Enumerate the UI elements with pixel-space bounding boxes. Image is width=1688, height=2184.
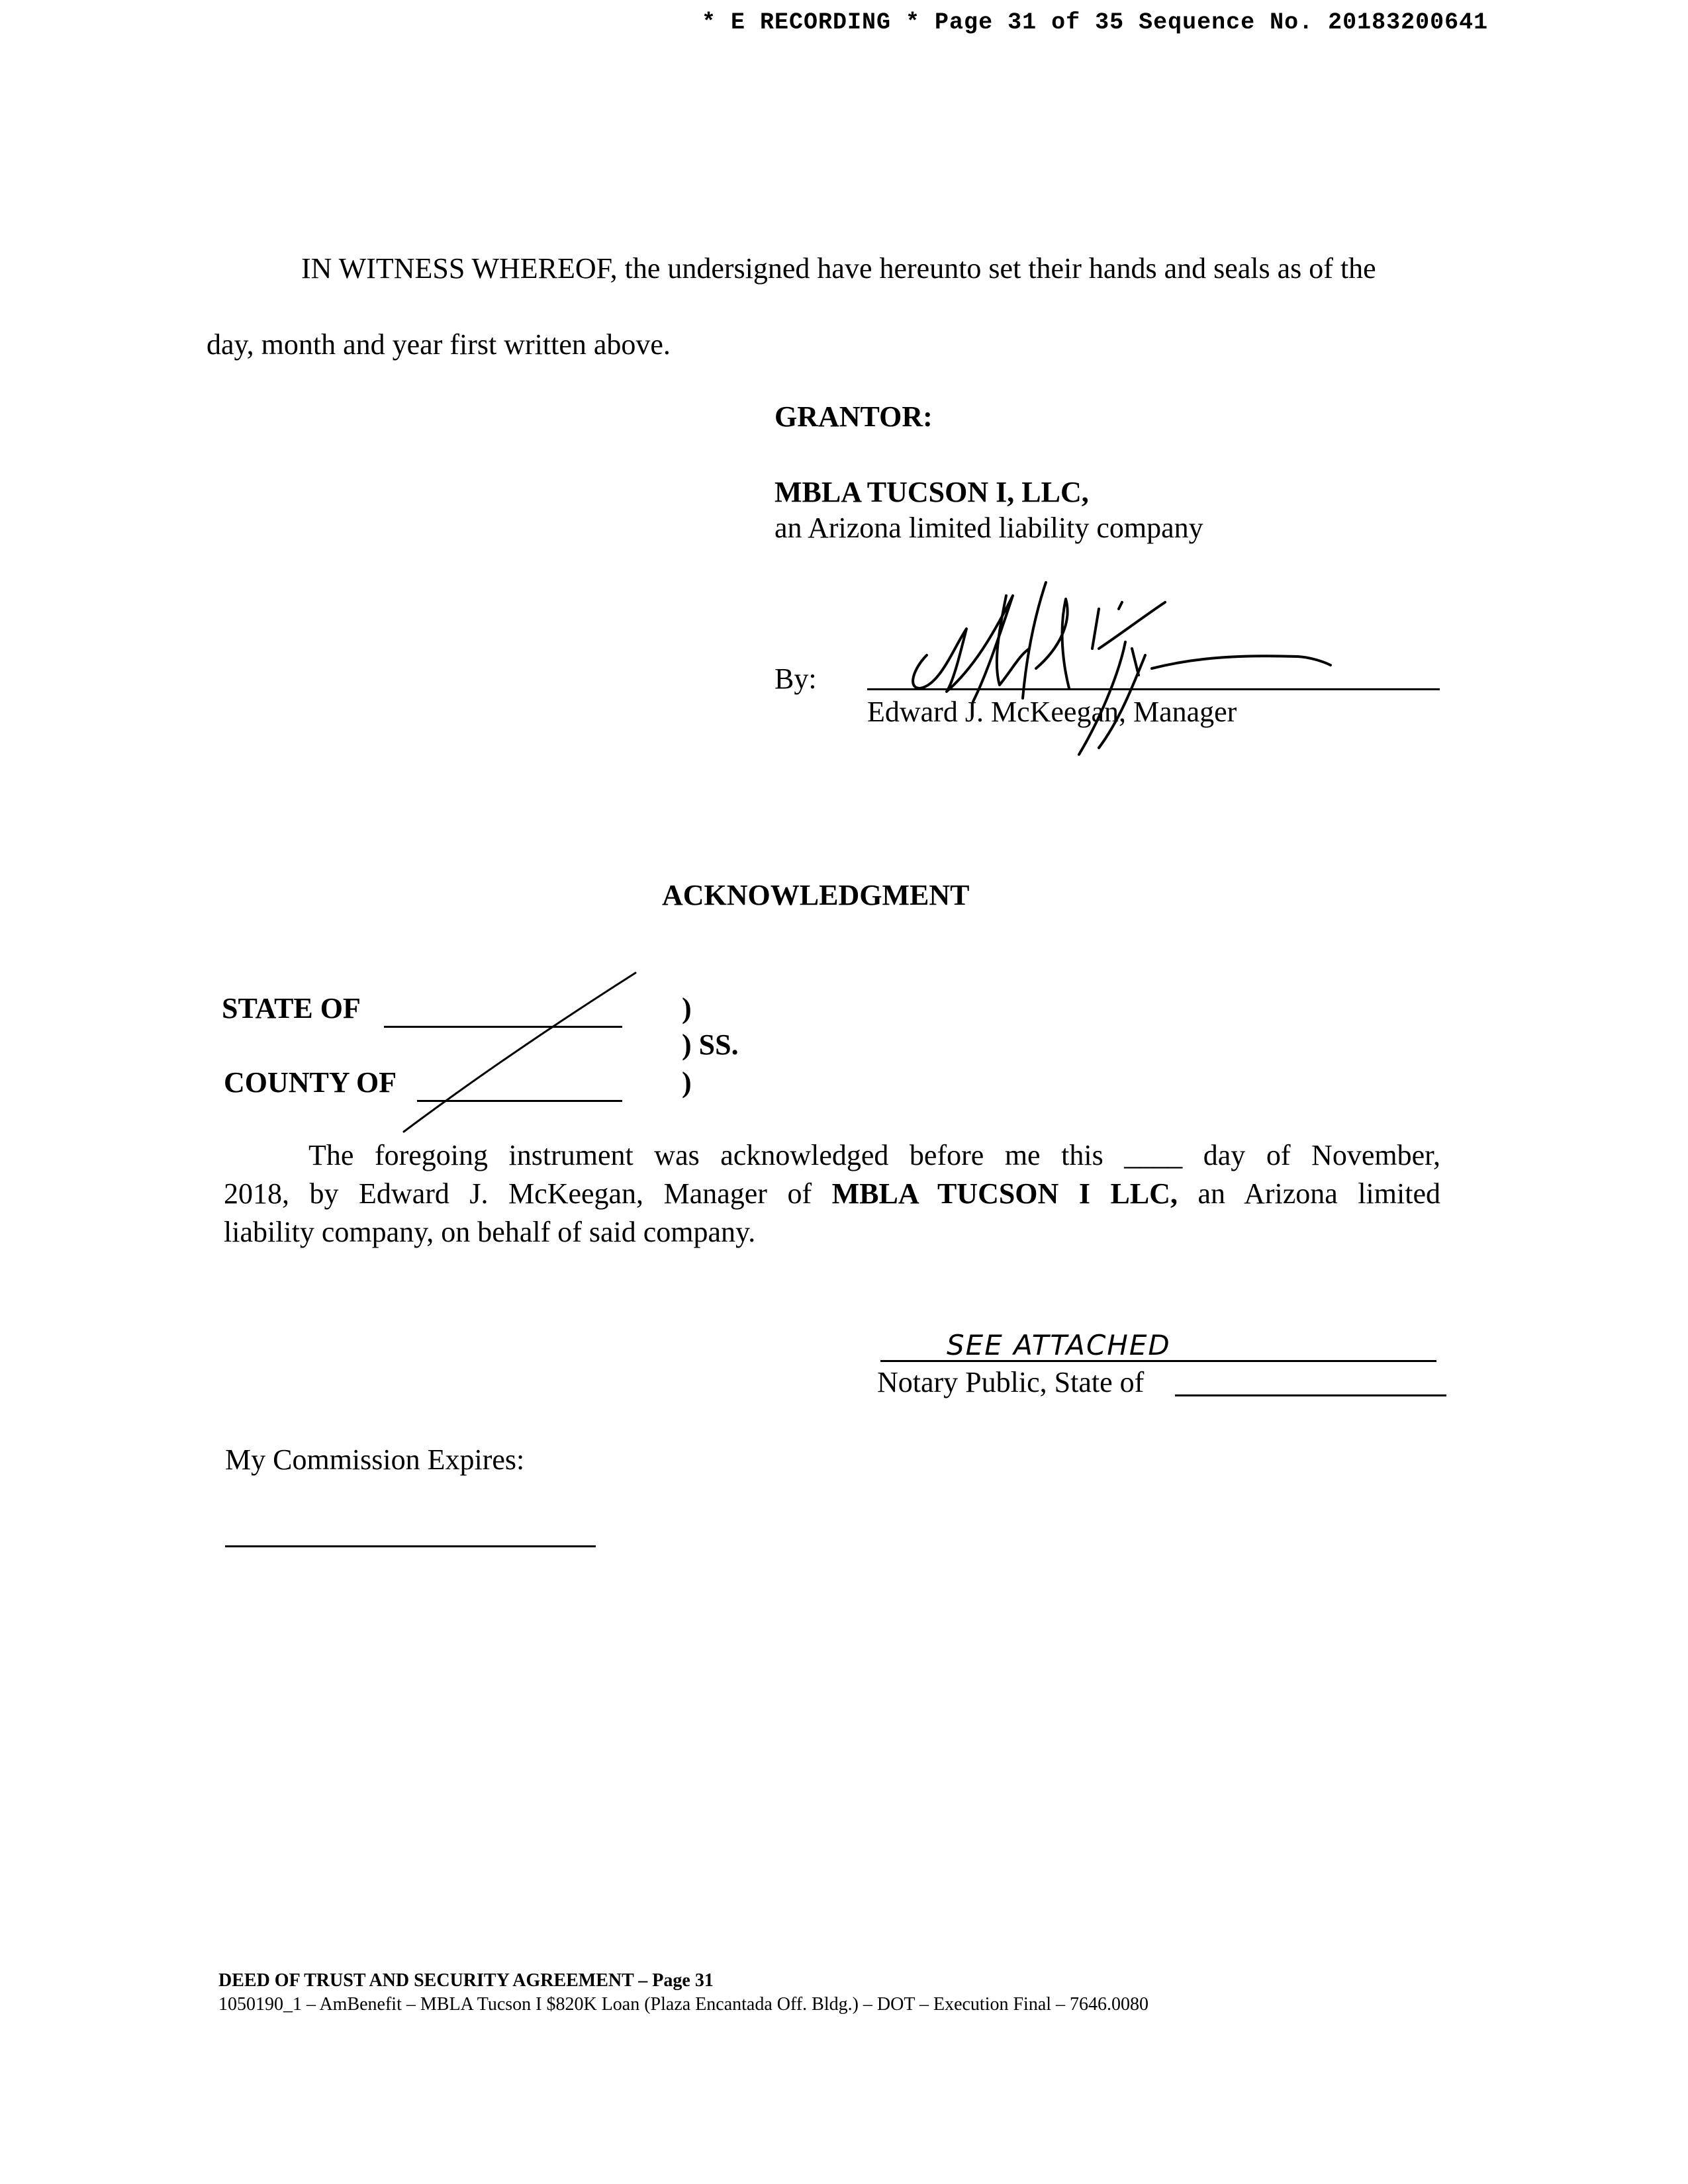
grantor-company-desc: an Arizona limited liability company	[774, 512, 1203, 544]
by-label: By:	[774, 662, 817, 695]
state-label: STATE OF	[222, 992, 361, 1024]
footer-doc-ref: 1050190_1 – AmBenefit – MBLA Tucson I $820K Loan (Plaza Encantada Off. Bldg.) – DOT – Execution Final – 7646.0080	[218, 1994, 1149, 2015]
ack-body-line-1: The foregoing instrument was acknowledged before me this ____ day of November,	[308, 1139, 1440, 1171]
grantor-label: GRANTOR:	[774, 400, 933, 433]
notary-signature-line	[880, 1360, 1436, 1362]
notary-state-blank	[1175, 1394, 1446, 1396]
ss-label: ) SS.	[682, 1028, 739, 1061]
acknowledgment-title: ACKNOWLEDGMENT	[662, 879, 970, 911]
paren-1: )	[682, 992, 692, 1024]
recording-header: * E RECORDING * Page 31 of 35 Sequence No. 20183200641	[702, 9, 1489, 36]
signer-name: Edward J. McKeegan, Manager	[867, 696, 1237, 728]
footer-title: DEED OF TRUST AND SECURITY AGREEMENT – Page 31	[218, 1970, 714, 1991]
commission-blank-line	[225, 1545, 596, 1547]
ack-body-line-2-pre: 2018, by Edward J. McKeegan, Manager of	[224, 1177, 832, 1210]
handwritten-signature	[900, 569, 1364, 761]
notary-label: Notary Public, State of	[877, 1366, 1145, 1398]
commission-label: My Commission Expires:	[225, 1443, 525, 1476]
strike-through-mark	[391, 966, 642, 1138]
county-label: COUNTY OF	[224, 1066, 397, 1099]
paren-3: )	[682, 1066, 692, 1099]
ack-body-line-3: liability company, on behalf of said company.	[224, 1216, 756, 1248]
ack-body-line-2-post: an Arizona limited	[1177, 1177, 1440, 1210]
ack-company-name: MBLA TUCSON I LLC,	[831, 1177, 1178, 1210]
grantor-company: MBLA TUCSON I, LLC,	[774, 476, 1089, 508]
handwritten-see-attached: SEE ATTACHED	[947, 1329, 1171, 1361]
witness-line-1: IN WITNESS WHEREOF, the undersigned have hereunto set their hands and seals as of the	[301, 252, 1376, 285]
witness-line-2: day, month and year first written above.	[207, 328, 671, 361]
ack-body-line-2	[224, 1177, 1440, 1212]
